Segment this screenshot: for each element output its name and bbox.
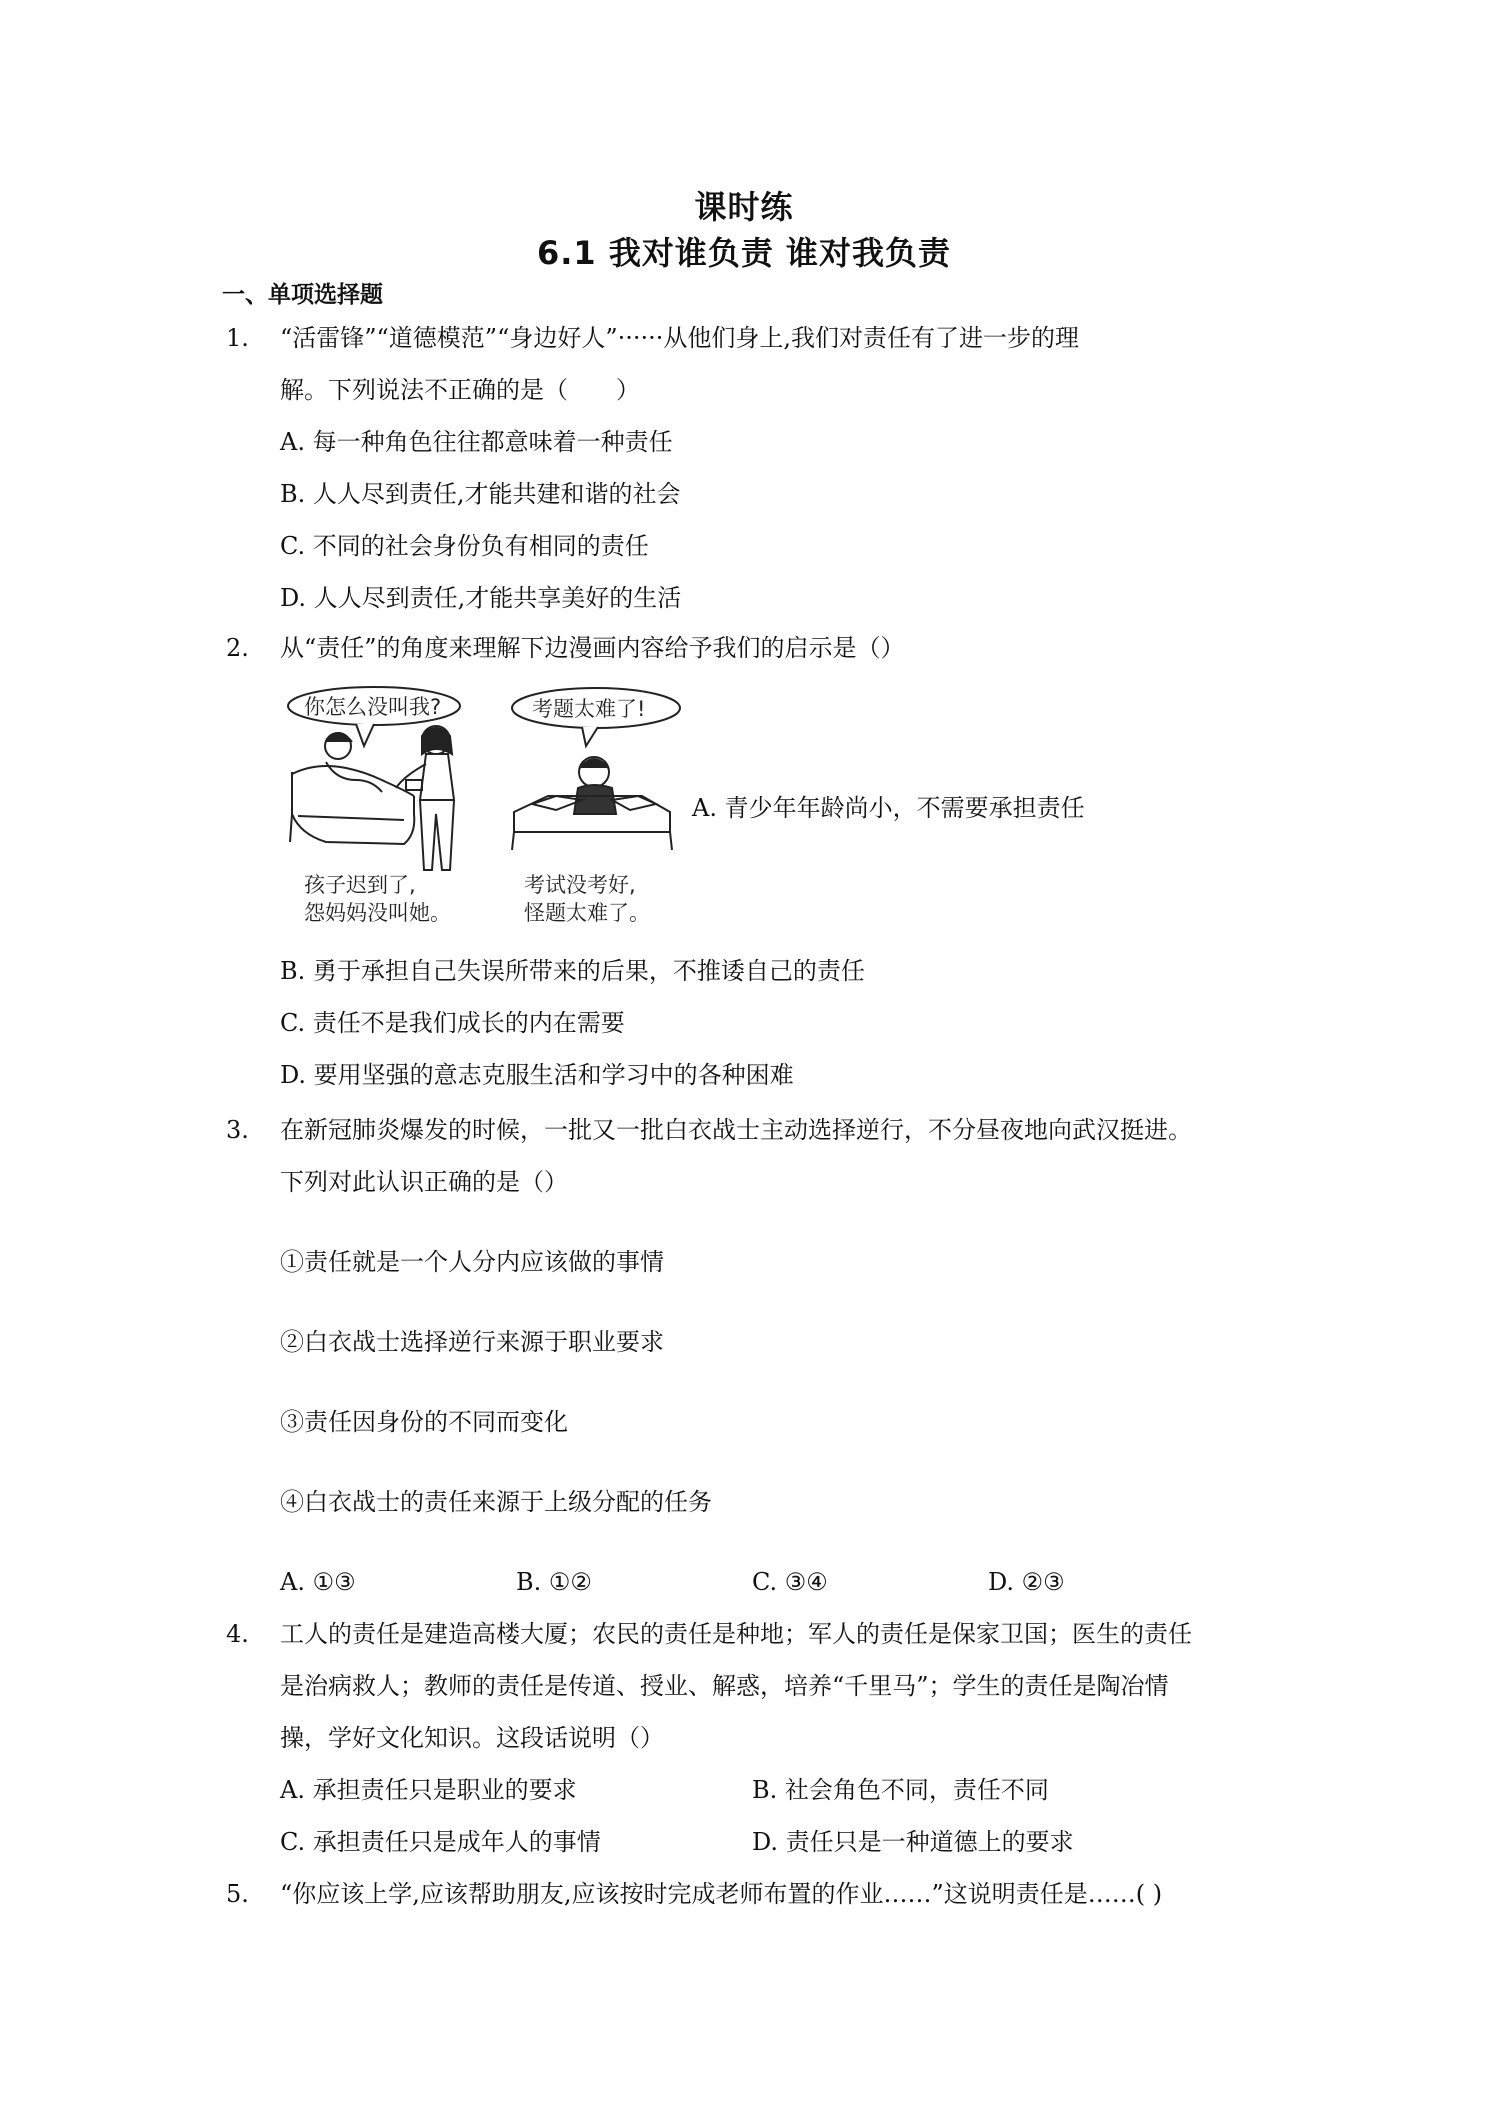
- option-b[interactable]: B. 人人尽到责任,才能共建和谐的社会: [280, 480, 681, 508]
- caption-left-line: 怨妈妈没叫她。: [304, 901, 451, 925]
- bubble-right-text: 考题太难了!: [532, 697, 646, 721]
- option-a[interactable]: A. ①③: [280, 1568, 356, 1596]
- option-a[interactable]: A. 每一种角色往往都意味着一种责任: [280, 428, 673, 456]
- question-text-line: “你应该上学,应该帮助朋友,应该按时完成老师布置的作业……”这说明责任是……( ): [280, 1880, 1163, 1908]
- question-number: 1.: [226, 324, 249, 352]
- question-number: 2.: [226, 634, 249, 662]
- option-c[interactable]: C. 承担责任只是成年人的事情: [280, 1828, 601, 1856]
- page-title: 课时练: [694, 188, 794, 226]
- option-b[interactable]: B. 社会角色不同，责任不同: [752, 1776, 1049, 1804]
- question-number: 4.: [226, 1620, 249, 1648]
- question-text-line: 是治病救人；教师的责任是传道、授业、解惑，培养“千里马”；学生的责任是陶冶情: [280, 1672, 1169, 1700]
- option-d[interactable]: D. 责任只是一种道德上的要求: [752, 1828, 1074, 1856]
- option-c[interactable]: C. 不同的社会身份负有相同的责任: [280, 532, 649, 560]
- question-text-line: 从“责任”的角度来理解下边漫画内容给予我们的启示是（）: [280, 634, 905, 662]
- statement-item: ①责任就是一个人分内应该做的事情: [280, 1248, 664, 1276]
- option-d[interactable]: D. ②③: [988, 1568, 1065, 1596]
- question-number: 3.: [226, 1116, 249, 1144]
- caption-left-line: 孩子迟到了,: [304, 873, 416, 897]
- statement-item: ④白衣战士的责任来源于上级分配的任务: [280, 1488, 712, 1516]
- question-text-line: 操，学好文化知识。这段话说明（）: [280, 1724, 664, 1752]
- option-c[interactable]: C. ③④: [752, 1568, 828, 1596]
- question-text-line: 解。下列说法不正确的是（ ）: [280, 376, 640, 404]
- option-d[interactable]: D. 要用坚强的意志克服生活和学习中的各种困难: [280, 1061, 794, 1089]
- caption-right-line: 考试没考好,: [524, 873, 636, 897]
- cartoon-illustration: [286, 684, 686, 932]
- bubble-left-text: 你怎么没叫我?: [304, 695, 442, 719]
- question-text-line: 下列对此认识正确的是（）: [280, 1168, 568, 1196]
- section-heading: 一、单项选择题: [222, 282, 383, 308]
- option-a[interactable]: A. 承担责任只是职业的要求: [280, 1776, 577, 1804]
- statement-item: ②白衣战士选择逆行来源于职业要求: [280, 1328, 664, 1356]
- option-b[interactable]: B. ①②: [516, 1568, 592, 1596]
- question-number: 5.: [226, 1880, 249, 1908]
- statement-item: ③责任因身份的不同而变化: [280, 1408, 568, 1436]
- option-b[interactable]: B. 勇于承担自己失误所带来的后果，不推诿自己的责任: [280, 957, 865, 985]
- question-text-line: 工人的责任是建造高楼大厦；农民的责任是种地；军人的责任是保家卫国；医生的责任: [280, 1620, 1192, 1648]
- caption-right-line: 怪题太难了。: [524, 901, 650, 925]
- option-d[interactable]: D. 人人尽到责任,才能共享美好的生活: [280, 584, 682, 612]
- option-a[interactable]: A. 青少年年龄尚小，不需要承担责任: [692, 794, 1085, 822]
- page-subtitle: 6.1 我对谁负责 谁对我负责: [537, 234, 951, 272]
- question-text-line: “活雷锋”“道德模范”“身边好人”······从他们身上,我们对责任有了进一步的理: [280, 324, 1080, 352]
- question-text-line: 在新冠肺炎爆发的时候，一批又一批白衣战士主动选择逆行，不分昼夜地向武汉挺进。: [280, 1116, 1192, 1144]
- option-c[interactable]: C. 责任不是我们成长的内在需要: [280, 1009, 625, 1037]
